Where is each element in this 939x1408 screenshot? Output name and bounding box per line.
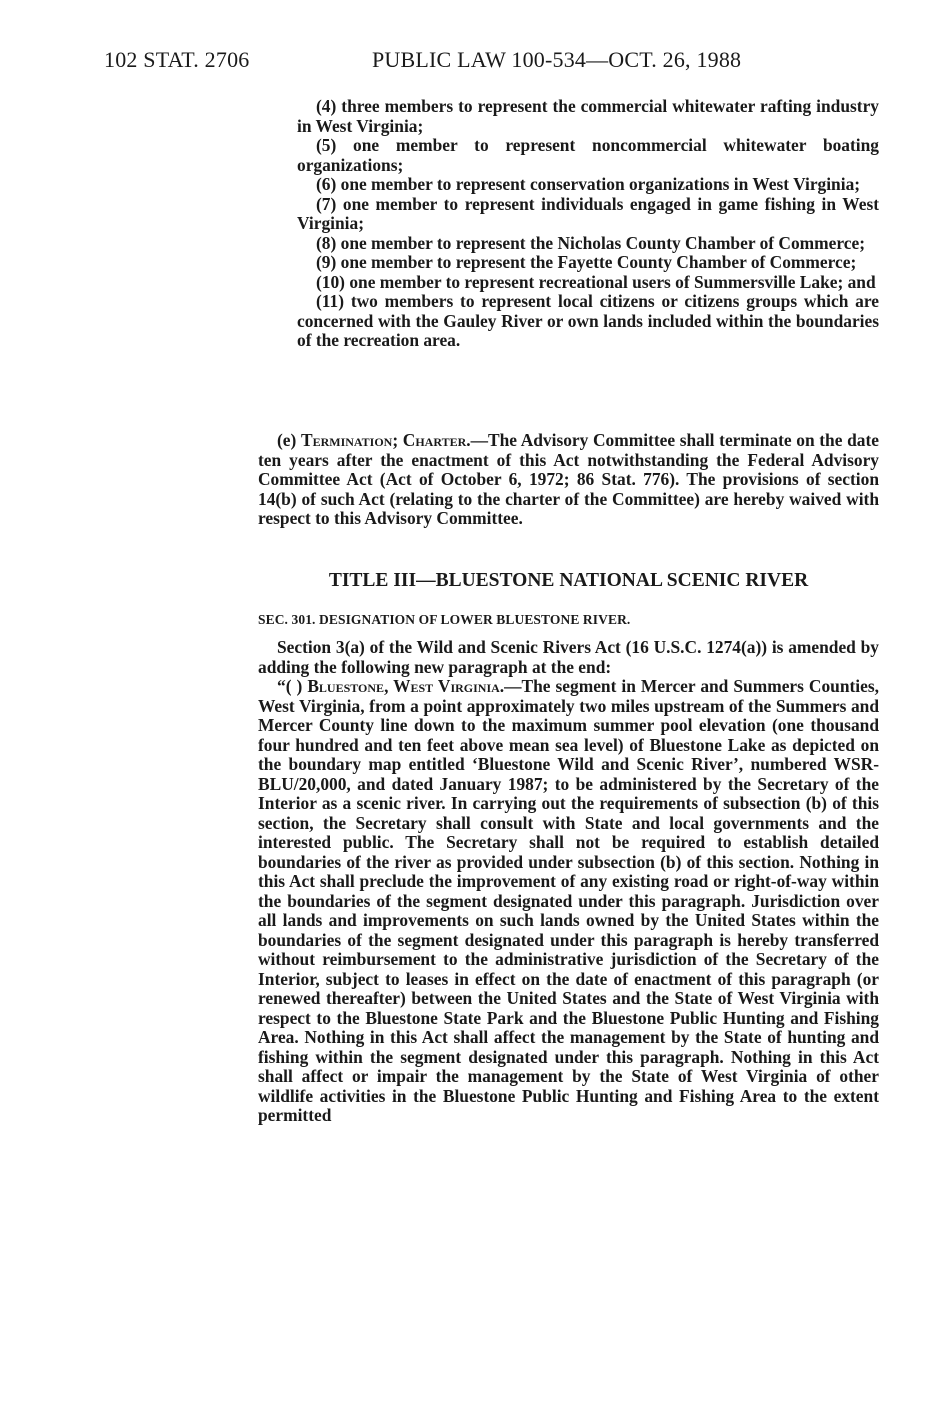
statute-page-number: 102 STAT. 2706 — [104, 47, 250, 72]
section-301-body — [258, 638, 879, 1126]
list-item: (5) one member to represent noncommercial whitewater boating organizations; — [297, 135, 879, 175]
list-item: (10) one member to represent recreational users of Summersville Lake; and — [316, 271, 876, 292]
bluestone-heading: Bluestone, West Virginia. — [307, 676, 505, 696]
termination-section — [258, 431, 879, 529]
title-iii-heading: TITLE III—BLUESTONE NATIONAL SCENIC RIVER — [328, 570, 809, 591]
termination-paragraph — [258, 431, 879, 529]
bluestone-text: —The segment in Mercer and Summers Counties, West Virginia, from a point approximately two miles upstream of the Summers and Mercer County line down to the maximum summer pool elevation (one thousand four hundred and ten feet above mean sea level) of Bluestone Lake as depicted on the boundary map entitled ‘Bluestone Wild and Scenic River’, numbered WSR-BLU/20,000, and dated January 1987; to be administered by the Secretary of the Interior as a scenic river. In carrying out the requirements of subsection (b) of this section, the Secretary shall consult with State and local governments and the interested public. The Secretary shall not be required to establish detailed boundaries of the river as provided under subsection (b) of this section. Nothing in this Act shall preclude the improvement of any existing road or right-of-way within the boundaries of the segment designated under this paragraph. Jurisdiction over all lands and improvements on such lands owned by the United States within the boundaries of the segment designated under this paragraph is hereby transferred without reimbursement to the administrative jurisdiction of the Secretary of the Interior, subject to leases in effect on the date of enactment of this paragraph (or renewed thereafter) between the United States and the State of West Virginia with respect to the Bluestone State Park and the Bluestone Public Hunting and Fishing Area. Nothing in this Act shall affect the management by the State of hunting and fishing within the segment designated under this paragraph. Nothing in this Act shall affect or impair the management by the State of West Virginia of other wildlife activities in the Bluestone Public Hunting and Fishing Area to the extent permitted — [258, 676, 879, 1125]
public-law-header: PUBLIC LAW 100-534—OCT. 26, 1988 — [372, 47, 742, 72]
termination-label: (e) — [277, 430, 297, 450]
list-item: (9) one member to represent the Fayette County Chamber of Commerce; — [316, 252, 857, 272]
list-item: (7) one member to represent individuals engaged in game fishing in West Virginia; — [297, 193, 879, 233]
committee-members-list — [297, 97, 879, 351]
termination-heading: Termination; Charter. — [300, 430, 471, 450]
quote-prefix: “( ) — [277, 676, 303, 696]
section-301-intro: Section 3(a) of the Wild and Scenic Rivers Act (16 U.S.C. 1274(a)) is amended by adding the following new paragraph at the end: — [258, 637, 879, 677]
list-item: (4) three members to represent the commercial whitewater rafting industry in West Virginia; — [297, 96, 879, 136]
list-item: (8) one member to represent the Nicholas County Chamber of Commerce; — [316, 232, 865, 253]
list-item: (6) one member to represent conservation organizations in West Virginia; — [316, 174, 861, 194]
bluestone-paragraph — [258, 677, 879, 1126]
section-301-heading: SEC. 301. DESIGNATION OF LOWER BLUESTONE RIVER. — [258, 612, 631, 627]
list-item: (11) two members to represent local citizens or citizens groups which are concerned with the Gauley River or own lands included within the boundaries of the recreation area. — [297, 291, 879, 350]
termination-text: —The Advisory Committee shall terminate on the date ten years after the enactment of this Act notwithstanding the Federal Advisory Committee Act (Act of October 6, 1972; 86 Stat. 776). The provisions of section 14(b) of such Act (relating to the charter of the Committee) are hereby waived with respect to this Advisory Committee. — [258, 430, 879, 528]
